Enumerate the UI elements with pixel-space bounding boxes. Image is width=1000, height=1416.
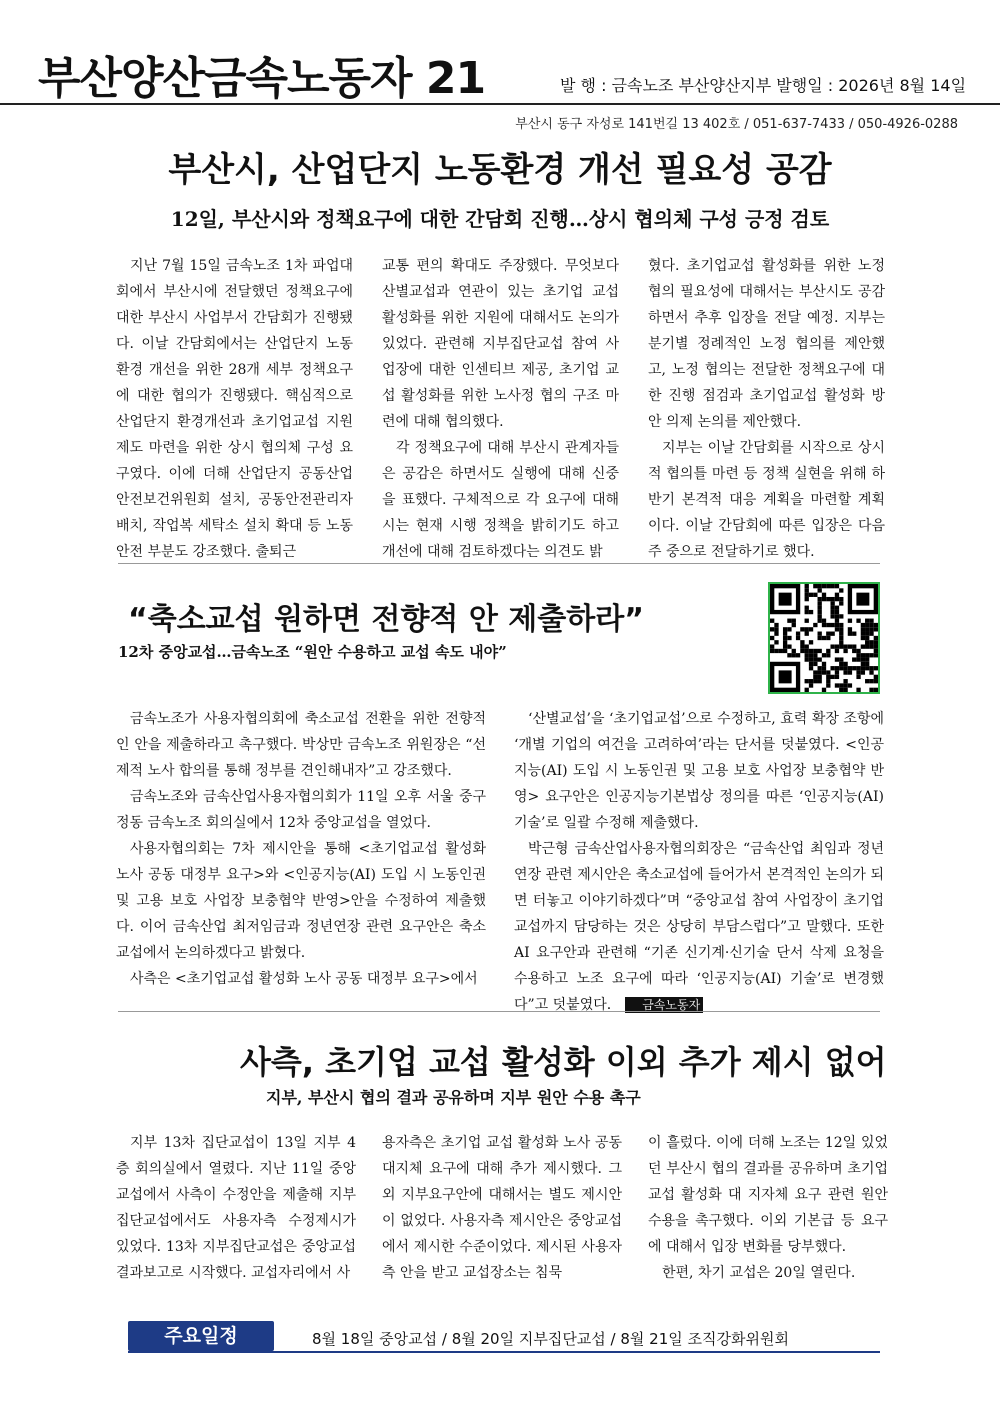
article2-subhead: 12차 중앙교섭…금속노조 “원안 수용하고 교섭 속도 내야” (118, 643, 507, 661)
byline-badge: 금속노동자 (625, 997, 703, 1013)
article1-paragraph: 교통 편의 확대도 주장했다. 무엇보다 산별교섭과 연관이 있는 초기업 교섭 활성화를 위한 지원에 대해서도 논의가 있었다. 관련해 지부집단교섭 참여 사업장에 대한 인센티브 제공, 초기업 교섭 활성화를 위한 노사정 협의 구조 마련에 대해 협의했다. (382, 258, 619, 430)
article3-headline: 사측, 초기업 교섭 활성화 이외 추가 제시 없어 (240, 1043, 887, 1081)
article2-paragraph: 사용자협의회는 7차 제시안을 통해 <초기업교섭 활성화 노사 공동 대정부 요구>와 <인공지능(AI) 도입 시 노동인권 및 고용 보호 사업장 보충협약 반영>안을 수정하여 제출했다. 이어 금속산업 최저임금과 정년연장 관련 요구안은 축소교섭에서 논의하겠다고 밝혔다. (116, 841, 486, 961)
article3-column-2 (382, 1130, 622, 1286)
article1-column-1 (116, 253, 353, 565)
article2-paragraph (514, 836, 884, 1018)
article1-column-3 (648, 253, 885, 565)
article3-column-3 (648, 1130, 888, 1286)
article2-column-1 (116, 706, 486, 992)
masthead-rule (0, 103, 1000, 105)
article1-subhead: 12일, 부산시와 정책요구에 대한 간담회 진행…상시 협의체 구성 긍정 검토 (170, 207, 830, 231)
article2-paragraph: ‘산별교섭’을 ‘초기업교섭’으로 수정하고, 효력 확장 조항에 ‘개별 기업의 여건을 고려하여’라는 단서를 덧붙였다. <인공지능(AI) 도입 시 노동인권 및 고용 보호 사업장 보충협약 반영> 요구안은 인공지능기본법상 정의를 따른 ‘인공지능(AI) 기술’로 일괄 수정해 제출했다. (514, 711, 884, 831)
publication-info: 발 행 : 금속노조 부산양산지부 발행일 : 2026년 8월 14일 (560, 76, 967, 95)
article1-paragraph: 지난 7월 15일 금속노조 1차 파업대회에서 부산시에 전달했던 정책요구에 대한 부산시 사업부서 간담회가 진행됐다. 이날 간담회에서는 산업단지 노동환경 개선을 위한 28개 세부 정책요구에 대한 협의가 진행됐다. 핵심적으로 산업단지 환경개선과 초기업교섭 지원 제도 마련을 위한 상시 협의체 구성 요구였다. 이에 더해 산업단지 공동산업안전보건위원회 설치, 공동안전관리자 배치, 작업복 세탁소 설치 확대 등 노동안전 부분도 강조했다. 출퇴근 (116, 258, 353, 560)
article2-paragraph: 금속노조가 사용자협의회에 축소교섭 전환을 위한 전향적인 안을 제출하라고 촉구했다. 박상만 금속노조 위원장은 “선제적 노사 합의를 통해 정부를 견인해내자”고 강조했다. (116, 711, 486, 779)
article3-paragraph: 지부 13차 집단교섭이 13일 지부 4층 회의실에서 열렸다. 지난 11일 중앙교섭에서 사측이 수정안을 제출해 지부 집단교섭에서도 사용자측 수정제시가 있었다. 13차 지부집단교섭은 중앙교섭 결과보고로 시작했다. 교섭자리에서 사 (116, 1135, 356, 1281)
article2-paragraph: 사측은 <초기업교섭 활성화 노사 공동 대정부 요구>에서 (130, 971, 478, 987)
newsletter-title: 부산양산금속노동자 21 (38, 53, 486, 104)
qr-code-graphic (770, 584, 878, 692)
schedule-text: 8월 18일 중앙교섭 / 8월 20일 지부집단교섭 / 8월 21일 조직강화위원회 (312, 1330, 789, 1348)
article2-column-2 (514, 706, 884, 1018)
article2-headline: “축소교섭 원하면 전향적 안 제출하라” (128, 602, 644, 637)
article1-paragraph: 지부는 이날 간담회를 시작으로 상시적 협의틀 마련 등 정책 실현을 위해 하반기 본격적 대응 계획을 마련할 계획이다. 이날 간담회에 따른 입장은 다음주 중으로 전달하기로 했다. (648, 440, 885, 560)
article3-paragraph: 한편, 차기 교섭은 20일 열린다. (662, 1265, 856, 1281)
article3-subhead: 지부, 부산시 협의 결과 공유하며 지부 원안 수용 촉구 (266, 1088, 641, 1107)
article1-paragraph: 각 정책요구에 대해 부산시 관계자들은 공감은 하면서도 실행에 대해 신중을 표했다. 구체적으로 각 요구에 대해 시는 현재 시행 정책을 밝히기도 하고 개선에 대해 검토하겠다는 의견도 밝 (382, 440, 619, 560)
address-line: 부산시 동구 자성로 141번길 13 402호 / 051-637-7433 / 050-4926-0288 (515, 117, 958, 132)
section-divider (118, 563, 880, 564)
article1-headline: 부산시, 산업단지 노동환경 개선 필요성 공감 (168, 150, 832, 190)
qr-code-icon[interactable] (768, 582, 880, 694)
article1-paragraph: 혔다. 초기업교섭 활성화를 위한 노정협의 필요성에 대해서는 부산시도 공감하면서 추후 입장을 전달 예정. 지부는 분기별 정례적인 노정 협의를 제안했고, 노정 협의는 전달한 정책요구에 대한 진행 점검과 초기업교섭 활성화 방안 의제 논의를 제안했다. (648, 258, 885, 430)
article2-paragraph-text: 박근형 금속산업사용자협의회장은 “금속산업 최임과 정년연장 관련 제시안은 축소교섭에 들어가서 본격적인 논의가 되면 터놓고 이야기하겠다”며 “중앙교섭 참여 사업장이 초기업교섭까지 담당하는 것은 상당히 부담스럽다”고 말했다. 또한 AI 요구안과 관련해 “기존 신기계·신기술 단서 삭제 요청을 수용하고 노조 요구에 따라 ‘인공지능(AI) 기술’로 변경했다”고 덧붙였다. (514, 841, 884, 1013)
article3-paragraph: 이 흘렀다. 이에 더해 노조는 12일 있었던 부산시 협의 결과를 공유하며 초기업교섭 활성화 대 지자체 요구 관련 원안 수용을 촉구했다. 이외 기본급 등 요구에 대해서 입장 변화를 당부했다. (648, 1135, 888, 1255)
schedule-rule (128, 1351, 880, 1353)
article2-paragraph: 금속노조와 금속산업사용자협의회가 11일 오후 서울 중구 정동 금속노조 회의실에서 12차 중앙교섭을 열었다. (116, 789, 486, 831)
article3-column-1 (116, 1130, 356, 1286)
schedule-label: 주요일정 (128, 1321, 274, 1351)
section-divider (118, 1011, 880, 1012)
article3-paragraph: 용자측은 초기업 교섭 활성화 노사 공동 대지체 요구에 대해 추가 제시했다. 그 외 지부요구안에 대해서는 별도 제시안이 없었다. 사용자측 제시안은 중앙교섭에서 제시한 수준이었다. 제시된 사용자측 안을 받고 교섭장소는 침묵 (382, 1135, 622, 1281)
article1-column-2 (382, 253, 619, 565)
